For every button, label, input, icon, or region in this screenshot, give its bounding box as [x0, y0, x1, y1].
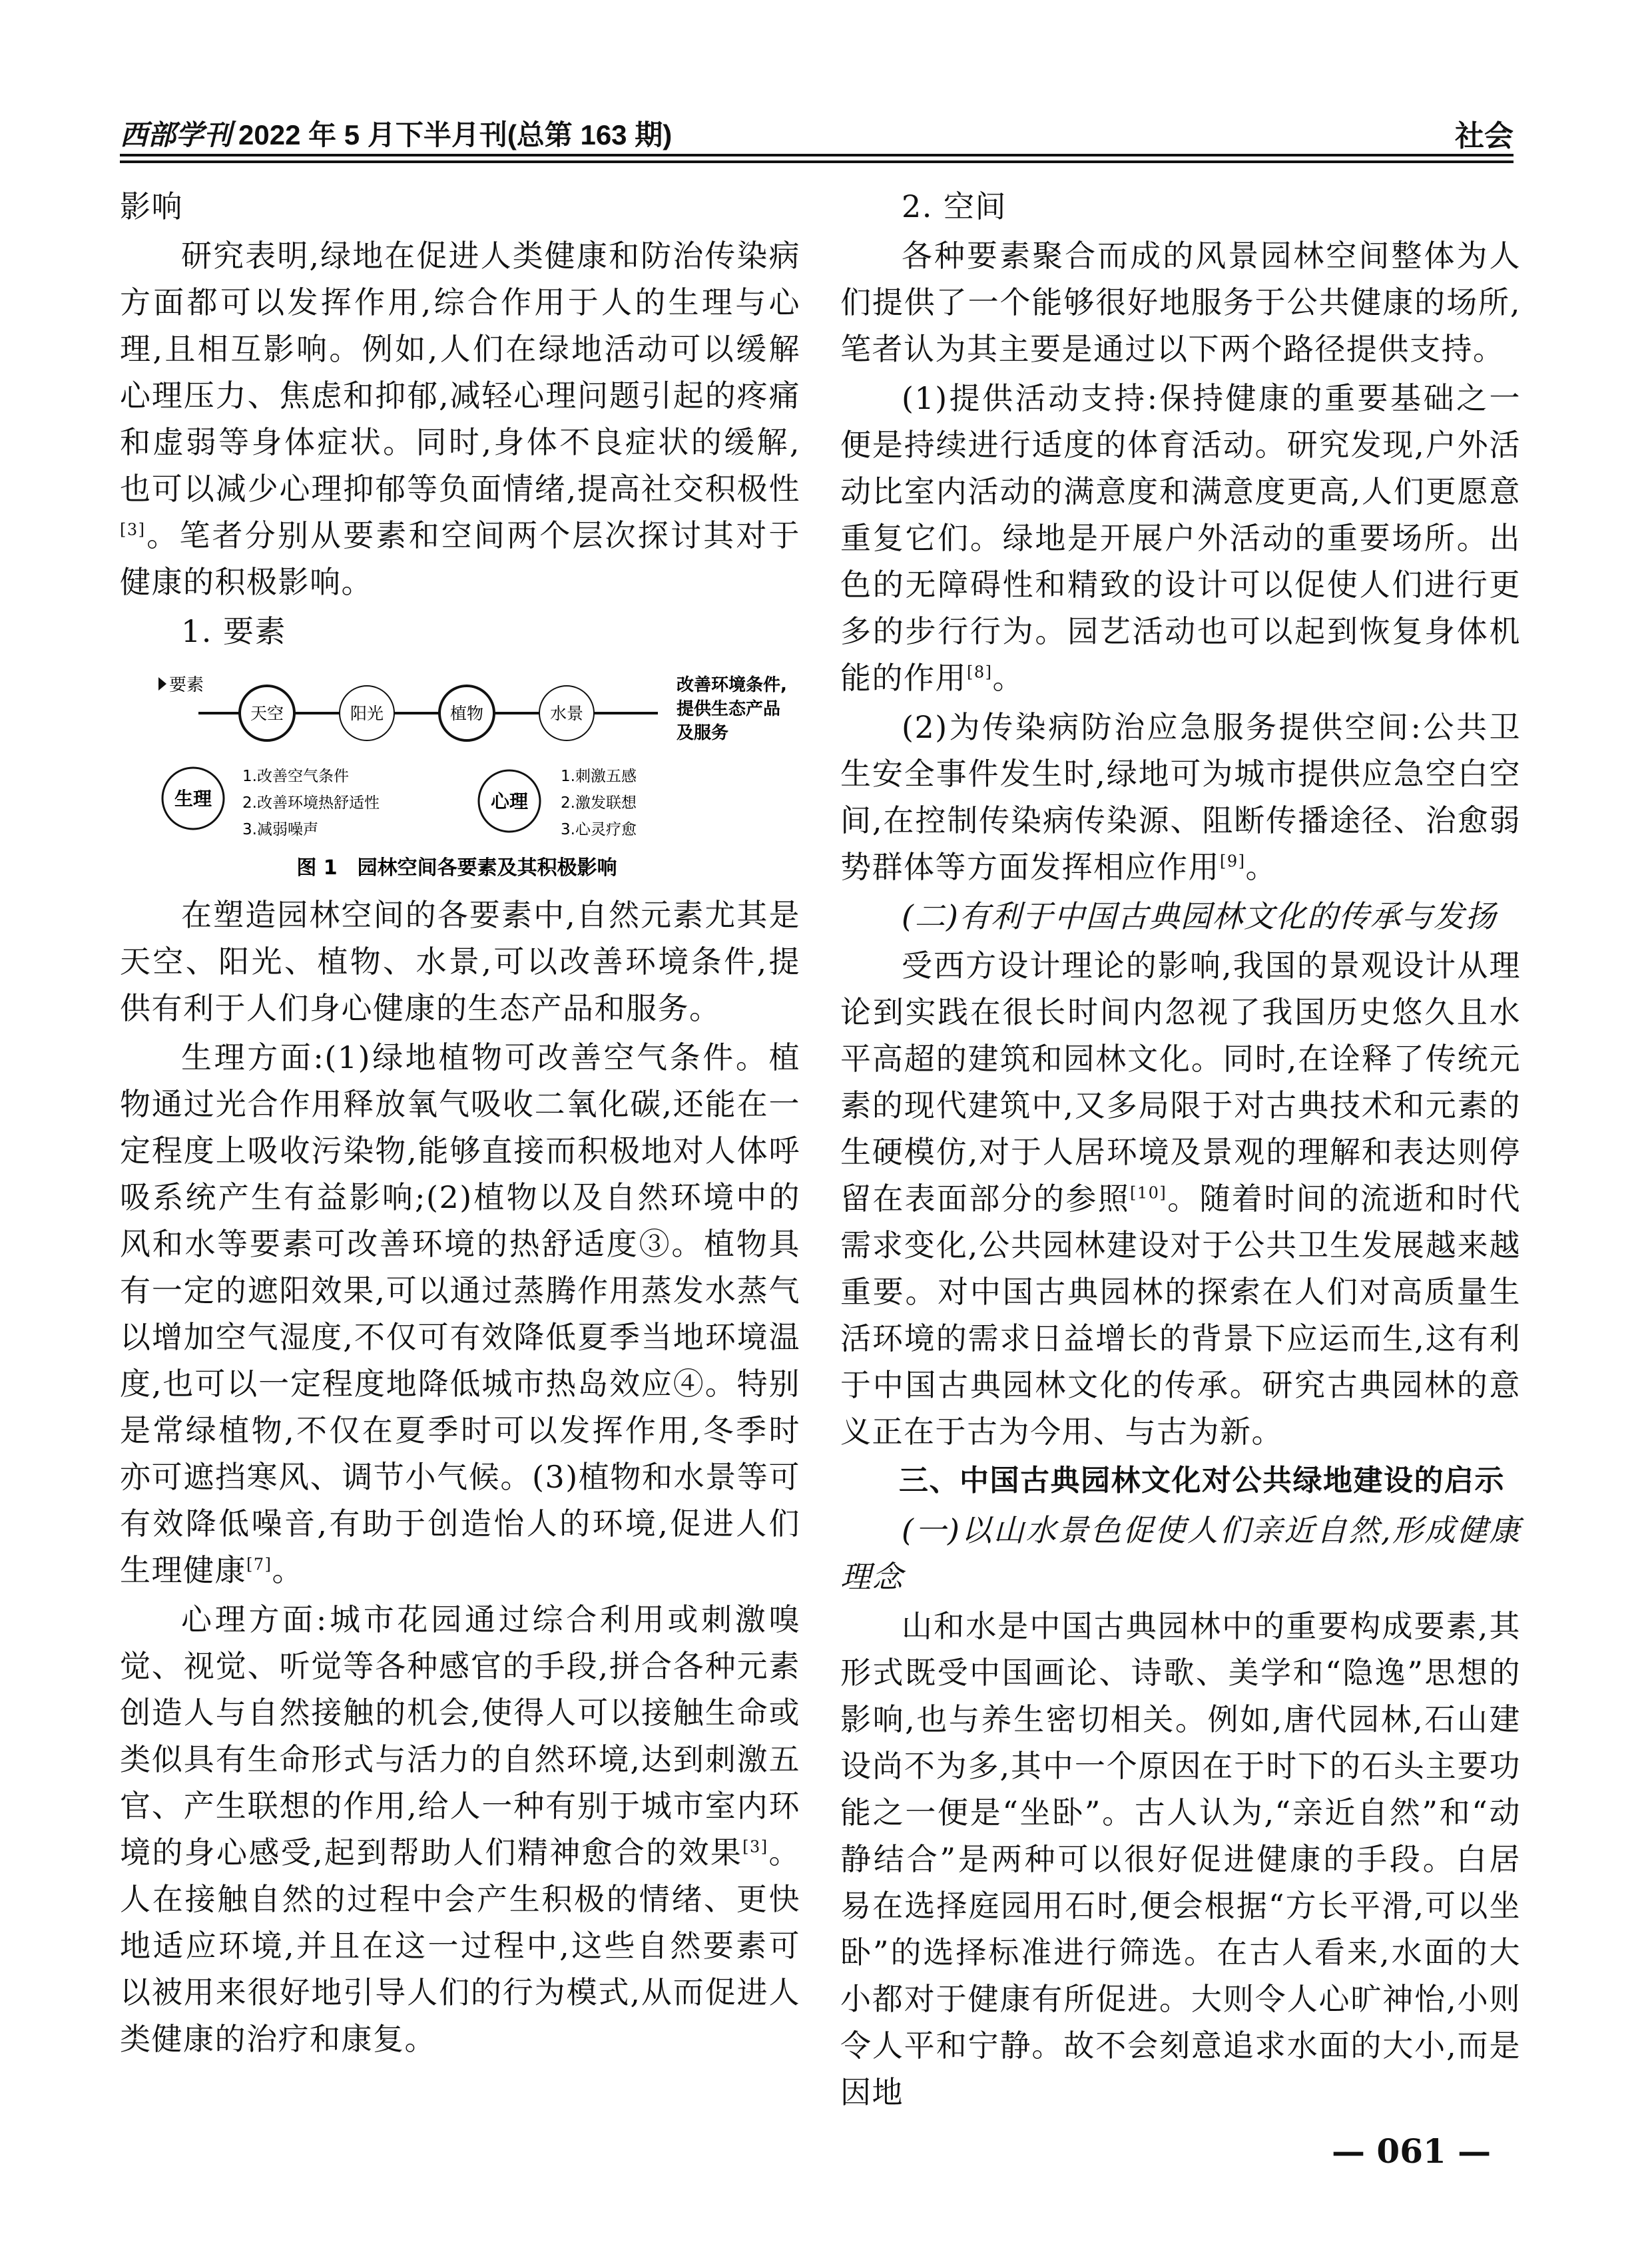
element-label: 天空 — [250, 704, 284, 723]
text-run: 。笔者分别从要素和空间两个层次探讨其对于健康的积极影响。 — [120, 517, 800, 600]
paragraph — [840, 942, 1521, 1455]
paragraph — [120, 1596, 800, 2062]
text-run: 心理方面:城市花园通过综合利用或刺激嗅觉、视觉、听觉等各种感官的手段,拼合各种元素创造人与自然接触的机会,使得人可以接触生命或类似具有生命形式与活力的自然环境,达到刺激五官、产生联想的作用,给人一种有别于城市室内环境的身心感受,起到帮助人们精神愈合的效果 — [120, 1601, 800, 1870]
page-number: — 061 — — [1332, 2131, 1492, 2171]
text-run: (1)提供活动支持:保持健康的重要基础之一便是持续进行适度的体育活动。研究发现,户外活动比室内活动的满意度和满意度更高,人们更愿意重复它们。绿地是开展户外活动的重要场所。出色的无障碍性和精致的设计可以促使人们进行更多的步行行为。园艺活动也可以起到恢复身体机能的作用 — [840, 380, 1521, 696]
paragraph — [120, 892, 800, 1031]
text-run: 受西方设计理论的影响,我国的景观设计从理论到实践在很长时间内忽视了我国历史悠久且水平高超的建筑和园林文化。同时,在诠释了传统元素的现代建筑中,又多局限于对古典技术和元素的生硬模仿,对于人居环境及景观的理解和表达则停留在表面部分的参照 — [840, 948, 1521, 1217]
outcome-line-2: 提供生态产品 — [677, 699, 781, 719]
running-header — [120, 113, 1514, 153]
citation-ref: [3] — [742, 1837, 768, 1856]
section-heading — [840, 1458, 1521, 1504]
outcome-line-3: 及服务 — [677, 723, 729, 743]
paragraph — [120, 183, 800, 230]
text-run: 。 — [992, 660, 1024, 696]
element-label: 水景 — [549, 704, 584, 723]
citation-ref: [9] — [1220, 852, 1246, 871]
paragraph — [840, 1603, 1521, 2115]
elements-label: 要素 — [169, 675, 204, 695]
physiology-item: 1.改善空气条件 — [242, 768, 349, 785]
psychology-item: 2.激发联想 — [561, 794, 637, 812]
section-name: 社会 — [1455, 120, 1514, 152]
text-run: (一)以山水景色促使人们亲近自然,形成健康理念 — [840, 1512, 1521, 1595]
figure-1 — [120, 657, 800, 892]
text-run: 。随着时间的流逝和时代需求变化,公共园林建设对于公共卫生发展越来越重要。对中国古典园林的探索在人们对高质量生活环境的需求日益增长的背景下应运而生,这有利于中国古典园林文化的传承。研究古典园林的意义正在于古为今用、与古为新。 — [840, 1181, 1521, 1450]
element-label: 植物 — [449, 704, 484, 723]
text-run: 。 — [1245, 849, 1277, 885]
journal-logo: 西部学刊 — [120, 119, 232, 151]
citation-ref: [10] — [1130, 1183, 1167, 1203]
psychology-label: 心理 — [490, 790, 529, 812]
paragraph — [840, 232, 1521, 372]
text-run: 。 — [272, 1552, 304, 1588]
left-column — [120, 183, 800, 2065]
text-run: 1. 要素 — [181, 613, 287, 649]
sub-heading — [120, 608, 800, 655]
text-run: 在塑造园林空间的各要素中,自然元素尤其是天空、阳光、植物、水景,可以改善环境条件,提供有利于人们身心健康的生态产品和服务。 — [120, 897, 800, 1026]
citation-ref: [7] — [246, 1555, 272, 1574]
issue-info: 2022 年 5 月下半月刊(总第 163 期) — [238, 119, 673, 150]
element-label: 阳光 — [350, 704, 384, 723]
right-column — [840, 183, 1521, 2118]
text-run: 各种要素聚合而成的风景园林空间整体为人们提供了一个能够很好地服务于公共健康的场所,笔者认为其主要是通过以下两个路径提供支持。 — [840, 238, 1521, 367]
text-run: 三、中国古典园林文化对公共绿地建设的启示 — [899, 1464, 1505, 1498]
text-run: 影响 — [120, 188, 183, 224]
subsection-heading — [840, 1507, 1521, 1600]
arrow-marker-icon — [158, 677, 166, 691]
physiology-item: 3.减弱噪声 — [242, 821, 318, 838]
header-rule-bottom — [120, 160, 1514, 163]
physiology-label: 生理 — [174, 788, 212, 810]
figure-caption: 图 1 园林空间各要素及其积极影响 — [296, 856, 617, 880]
paragraph — [120, 232, 800, 605]
psychology-item: 1.刺激五感 — [561, 768, 637, 785]
outcome-line-1: 改善环境条件, — [677, 675, 787, 695]
header-rule-top — [120, 154, 1514, 156]
text-run: 。人在接触自然的过程中会产生积极的情绪、更快地适应环境,并且在这一过程中,这些自然要素可以被用来很好地引导人们的行为模式,从而促进人类健康的治疗和康复。 — [120, 1834, 800, 2057]
sub-heading — [840, 183, 1521, 230]
psychology-item: 3.心灵疗愈 — [561, 821, 637, 838]
paragraph — [840, 375, 1521, 701]
paragraph — [120, 1034, 800, 1593]
text-run: 2. 空间 — [902, 188, 1007, 224]
figure-diagram — [120, 657, 819, 892]
text-run: 山和水是中国古典园林中的重要构成要素,其形式既受中国画论、诗歌、美学和“隐逸”思想的影响,也与养生密切相关。例如,唐代园林,石山建设尚不为多,其中一个原因在于时下的石头主要功能之一便是“坐卧”。古人认为,“亲近自然”和“动静结合”是两种可以很好促进健康的手段。白居易在选择庭园用石时,便会根据“方长平滑,可以坐卧”的选择标准进行筛选。在古人看来,水面的大小都对于健康有所促进。大则令人心旷神怡,小则令人平和宁静。故不会刻意追求水面的大小,而是因地 — [840, 1608, 1521, 2110]
citation-ref: [8] — [967, 663, 993, 682]
text-run: 生理方面:(1)绿地植物可改善空气条件。植物通过光合作用释放氧气吸收二氧化碳,还能在一定程度上吸收污染物,能够直接而积极地对人体呼吸系统产生有益影响;(2)植物以及自然环境中的风和水等要素可改善环境的热舒适度③。植物具有一定的遮阳效果,可以通过蒸腾作用蒸发水蒸气以增加空气湿度,不仅可有效降低夏季当地环境温度,也可以一定程度地降低城市热岛效应④。特别是常绿植物,不仅在夏季时可以发挥作用,冬季时亦可遮挡寒风、调节小气候。(3)植物和水景等可有效降低噪音,有助于创造怡人的环境,促进人们生理健康 — [120, 1039, 800, 1588]
subsection-heading — [840, 893, 1521, 940]
text-run: 研究表明,绿地在促进人类健康和防治传染病方面都可以发挥作用,综合作用于人的生理与心理,且相互影响。例如,人们在绿地活动可以缓解心理压力、焦虑和抑郁,减轻心理问题引起的疼痛和虚弱等身体症状。同时,身体不良症状的缓解,也可以减少心理抑郁等负面情绪,提高社交积极性 — [120, 238, 800, 507]
physiology-item: 2.改善环境热舒适性 — [242, 794, 380, 812]
paragraph — [840, 704, 1521, 890]
text-run: (二)有利于中国古典园林文化的传承与发扬 — [902, 898, 1497, 934]
citation-ref: [3] — [120, 520, 146, 539]
text-run: (2)为传染病防治应急服务提供空间:公共卫生安全事件发生时,绿地可为城市提供应急空白空间,在控制传染病传染源、阻断传播途径、治愈弱势群体等方面发挥相应作用 — [840, 709, 1521, 885]
